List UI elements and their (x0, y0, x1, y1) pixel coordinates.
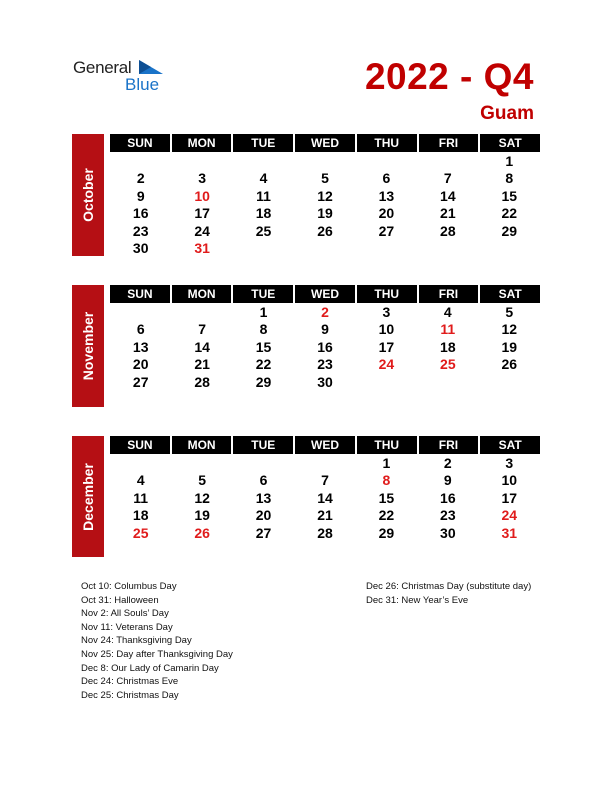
empty-day-cell (110, 152, 171, 169)
page-title: 2022 - Q4 (364, 56, 534, 97)
day-cell: 13 (132, 338, 149, 355)
day-cell: 23 (132, 222, 149, 239)
week-row (110, 454, 540, 471)
day-cell: 8 (382, 472, 391, 489)
day-cell: 8 (259, 321, 268, 338)
day-cell: 26 (317, 222, 333, 239)
week-row (110, 489, 540, 506)
empty-day-cell (356, 152, 417, 169)
day-cell: 12 (317, 187, 333, 204)
day-cell: 29 (501, 222, 518, 239)
day-cell: 20 (378, 205, 395, 222)
day-cell: 15 (255, 338, 272, 355)
day-cell: 21 (440, 205, 456, 222)
empty-day-cell (356, 239, 417, 256)
day-cell: 14 (440, 187, 456, 204)
day-cell: 30 (317, 373, 333, 390)
month-december (72, 436, 540, 557)
day-cell: 30 (132, 239, 149, 256)
week-row (110, 524, 540, 541)
weekday-label: MON (172, 134, 232, 152)
day-cell: 3 (382, 304, 391, 320)
week-row (110, 222, 540, 239)
day-cell: 26 (501, 356, 518, 373)
weekday-label: SAT (480, 134, 540, 152)
day-cell: 11 (256, 187, 271, 204)
day-cell: 31 (501, 524, 518, 541)
day-cell: 14 (194, 338, 210, 355)
empty-day-cell (417, 152, 478, 169)
day-cell: 22 (255, 356, 272, 373)
weekday-label: TUE (233, 134, 293, 152)
day-cell: 14 (317, 489, 333, 506)
week-row (110, 303, 540, 320)
month-november (72, 285, 540, 407)
empty-day-cell (171, 152, 232, 169)
empty-day-cell (417, 373, 478, 390)
holiday-note: Nov 2: All Souls’ Day (81, 608, 169, 620)
day-cell: 10 (501, 472, 518, 489)
day-cell: 27 (378, 222, 395, 239)
day-cell: 2 (321, 304, 329, 320)
holiday-note: Nov 24: Thanksgiving Day (81, 635, 192, 647)
weekday-label: TUE (233, 285, 293, 303)
weekday-header (110, 436, 540, 454)
week-row (110, 320, 540, 337)
day-cell: 31 (194, 239, 210, 256)
day-cell: 30 (440, 524, 456, 541)
day-cell: 29 (378, 524, 395, 541)
day-cell: 6 (382, 170, 391, 187)
day-cell: 16 (440, 489, 456, 506)
empty-day-cell (110, 454, 171, 471)
day-cell: 17 (194, 205, 210, 222)
holiday-note: Dec 8: Our Lady of Camarin Day (81, 662, 219, 674)
day-cell: 11 (133, 489, 149, 506)
month-tab (72, 436, 104, 557)
holiday-note: Nov 11: Veterans Day (81, 621, 173, 633)
holiday-note: Oct 31: Halloween (81, 594, 159, 606)
weekday-label: THU (357, 436, 417, 454)
month-tab (72, 134, 104, 256)
day-cell: 12 (194, 489, 210, 506)
weekday-label: THU (357, 285, 417, 303)
day-cell: 5 (505, 304, 514, 320)
weekday-label: FRI (419, 436, 479, 454)
weekday-label: SAT (480, 285, 540, 303)
day-cell: 28 (194, 373, 210, 390)
day-cell: 7 (321, 472, 329, 489)
logo-word-blue: Blue (125, 75, 160, 94)
weekday-label: SUN (110, 285, 170, 303)
weekday-label: WED (295, 436, 355, 454)
week-row (110, 239, 540, 256)
day-cell: 16 (317, 338, 333, 355)
day-cell: 26 (194, 524, 210, 541)
week-row (110, 338, 540, 355)
holiday-note: Dec 25: Christmas Day (81, 689, 179, 701)
weekday-label: FRI (419, 285, 479, 303)
empty-day-cell (417, 239, 478, 256)
month-grid (110, 285, 540, 390)
week-row (110, 355, 540, 372)
day-cell: 21 (194, 356, 210, 373)
weekday-label: THU (357, 134, 417, 152)
day-cell: 27 (132, 373, 149, 390)
day-cell: 2 (443, 455, 452, 471)
weekday-label: MON (172, 436, 232, 454)
weekday-label: WED (295, 134, 355, 152)
logo-word-general: General (73, 58, 132, 77)
day-cell: 3 (505, 455, 514, 471)
day-cell: 25 (255, 222, 272, 239)
day-cell: 5 (198, 472, 207, 489)
empty-day-cell (294, 454, 355, 471)
day-cell: 9 (136, 187, 145, 204)
month-name: November (80, 311, 96, 381)
empty-day-cell (233, 239, 294, 256)
day-cell: 22 (501, 205, 518, 222)
week-row (110, 506, 540, 523)
holiday-note: Nov 25: Day after Thanksgiving Day (81, 648, 233, 660)
day-cell: 7 (443, 170, 452, 187)
weekday-label: TUE (233, 436, 293, 454)
day-cell: 16 (132, 205, 149, 222)
day-cell: 18 (440, 338, 456, 355)
day-cell: 25 (440, 356, 456, 373)
day-cell: 20 (255, 507, 272, 524)
day-cell: 18 (255, 205, 272, 222)
month-october (72, 134, 540, 256)
day-cell: 18 (132, 507, 149, 524)
empty-day-cell (233, 454, 294, 471)
day-cell: 21 (317, 507, 333, 524)
day-cell: 19 (317, 205, 333, 222)
day-cell: 17 (501, 489, 518, 506)
day-cell: 24 (501, 507, 518, 524)
day-cell: 10 (194, 187, 210, 204)
weekday-label: SAT (480, 436, 540, 454)
day-cell: 25 (132, 524, 149, 541)
empty-day-cell (171, 454, 232, 471)
day-cell: 1 (505, 153, 514, 169)
holiday-list-left (81, 580, 233, 702)
weekday-header (110, 134, 540, 152)
day-cell: 11 (440, 321, 456, 338)
day-cell: 1 (259, 304, 268, 320)
day-cell: 22 (378, 507, 395, 524)
day-cell: 28 (317, 524, 333, 541)
day-cell: 3 (198, 170, 207, 187)
holiday-note: Oct 10: Columbus Day (81, 581, 177, 592)
day-cell: 9 (443, 472, 452, 489)
day-cell: 19 (194, 507, 210, 524)
empty-day-cell (479, 239, 540, 256)
weekday-label: MON (172, 285, 232, 303)
day-cell: 13 (255, 489, 272, 506)
day-cell: 29 (255, 373, 272, 390)
month-name: December (80, 462, 96, 531)
day-cell: 19 (501, 338, 518, 355)
day-cell: 28 (440, 222, 456, 239)
day-cell: 1 (382, 455, 391, 471)
logo-flag-icon (139, 60, 163, 78)
day-cell: 24 (378, 356, 395, 373)
day-cell: 23 (440, 507, 456, 524)
empty-day-cell (356, 373, 417, 390)
day-cell: 10 (378, 321, 395, 338)
empty-day-cell (110, 303, 171, 320)
day-cell: 5 (321, 170, 329, 187)
week-row (110, 169, 540, 186)
holiday-note: Dec 26: Christmas Day (substitute day) (366, 581, 532, 592)
logo (73, 58, 173, 98)
empty-day-cell (294, 239, 355, 256)
day-cell: 15 (378, 489, 395, 506)
day-cell: 7 (198, 321, 207, 338)
weekday-label: WED (295, 285, 355, 303)
day-cell: 15 (501, 187, 518, 204)
day-cell: 20 (132, 356, 149, 373)
holiday-note: Dec 31: New Year’s Eve (366, 594, 469, 606)
day-cell: 9 (321, 321, 329, 338)
week-row (110, 373, 540, 390)
week-row (110, 471, 540, 488)
day-cell: 13 (378, 187, 395, 204)
day-cell: 4 (259, 170, 268, 187)
day-cell: 6 (136, 321, 145, 338)
day-cell: 4 (443, 304, 452, 320)
weekday-label: SUN (110, 134, 170, 152)
weekday-label: FRI (419, 134, 479, 152)
day-cell: 24 (194, 222, 210, 239)
day-cell: 12 (501, 321, 518, 338)
weekday-label: SUN (110, 436, 170, 454)
day-cell: 6 (259, 472, 268, 489)
day-cell: 8 (505, 170, 514, 187)
day-cell: 17 (378, 338, 395, 355)
day-cell: 23 (317, 356, 333, 373)
holiday-note: Dec 24: Christmas Eve (81, 676, 179, 688)
day-cell: 2 (136, 170, 145, 187)
day-cell: 27 (255, 524, 272, 541)
empty-day-cell (171, 303, 232, 320)
holiday-list-right (366, 580, 531, 607)
month-grid (110, 436, 540, 541)
month-grid (110, 134, 540, 256)
week-row (110, 152, 540, 169)
weekday-header (110, 285, 540, 303)
region-label: Guam (480, 103, 534, 124)
day-cell: 4 (136, 472, 145, 489)
week-row (110, 187, 540, 204)
empty-day-cell (294, 152, 355, 169)
empty-day-cell (233, 152, 294, 169)
month-name: October (80, 168, 96, 222)
week-row (110, 204, 540, 221)
month-tab (72, 285, 104, 407)
empty-day-cell (479, 373, 540, 390)
